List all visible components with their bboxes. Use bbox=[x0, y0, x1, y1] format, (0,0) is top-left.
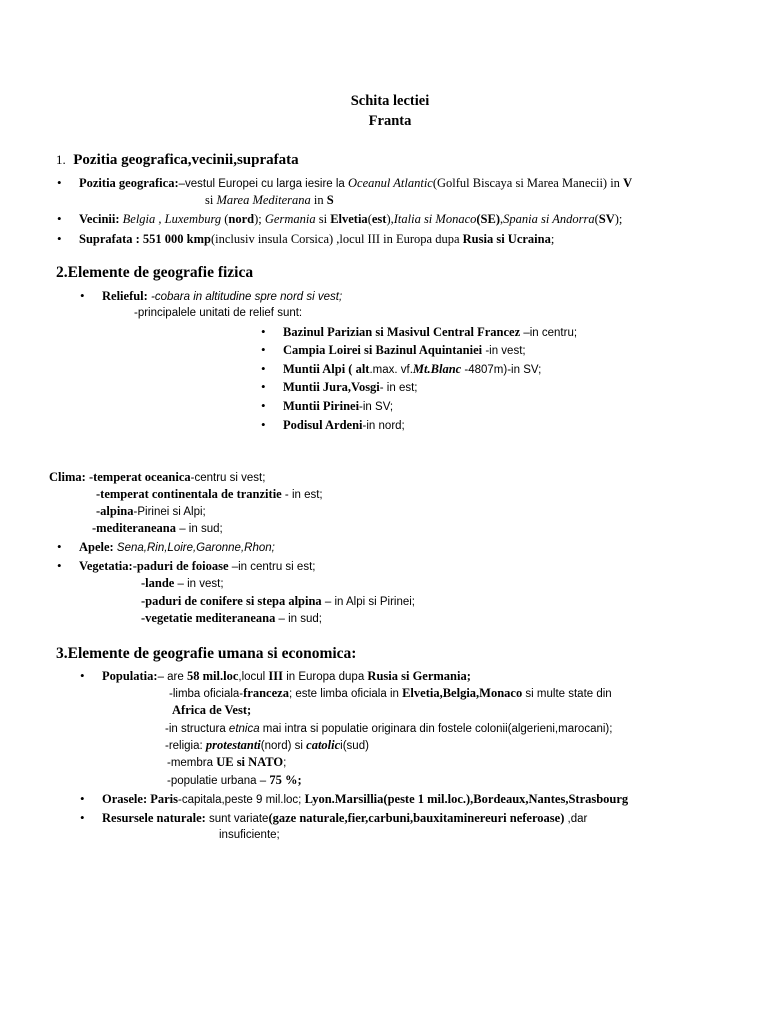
bullet-icon: • bbox=[261, 417, 266, 432]
populatia-line-6: -membra UE si NATO; bbox=[167, 755, 287, 769]
bullet-icon: • bbox=[80, 810, 85, 825]
bullet-icon: • bbox=[57, 211, 62, 226]
apele-line: Apele: Sena,Rin,Loire,Garonne,Rhon; bbox=[79, 540, 275, 554]
populatia-line-5: -religia: protestanti(nord) si catolici(sud) bbox=[165, 738, 369, 752]
populatia-line: Populatia:– are 58 mil.loc,locul III in Europa dupa Rusia si Germania; bbox=[102, 669, 471, 683]
vegetatia-line-4: -vegetatie mediteraneana – in sud; bbox=[141, 611, 322, 625]
clima-line-2: -temperat continentala de tranzitie - in est; bbox=[96, 487, 323, 501]
resurse-line-2: insuficiente; bbox=[219, 829, 280, 841]
populatia-line-3: Africa de Vest; bbox=[172, 703, 252, 717]
pozitia-line: Pozitia geografica:–vestul Europei cu larga iesire la Oceanul Atlantic(Golful Biscaya si Marea Manecii) in V bbox=[79, 176, 633, 190]
bullet-icon: • bbox=[80, 288, 85, 303]
bullet-icon: • bbox=[261, 398, 266, 413]
unitati-intro: -principalele unitati de relief sunt: bbox=[134, 307, 303, 319]
bullet-icon: • bbox=[80, 791, 85, 806]
orasele-line: Orasele: Paris-capitala,peste 9 mil.loc; Lyon.Marsillia(peste 1 mil.loc.),Bordeaux,Nantes,Strasbourg bbox=[102, 792, 629, 806]
bullet-icon: • bbox=[57, 558, 62, 573]
document-title: Schita lectiei bbox=[350, 93, 430, 109]
unitate-item: Muntii Jura,Vosgi- in est; bbox=[283, 380, 418, 394]
bullet-icon: • bbox=[261, 342, 266, 357]
section-3-heading: 3.Elemente de geografie umana si economica: bbox=[56, 645, 357, 662]
populatia-line-4: -in structura etnica mai intra si populatie originara din fostele colonii(algerieni,marocani); bbox=[165, 723, 613, 735]
bullet-icon: • bbox=[80, 668, 85, 683]
resurse-line: Resursele naturale: sunt variate(gaze naturale,fier,carbuni,bauxitaminereuri neferoase) ,dar bbox=[102, 811, 588, 825]
populatia-line-2: -limba oficiala-franceza; este limba oficiala in Elvetia,Belgia,Monaco si multe state din bbox=[169, 686, 612, 700]
clima-line: Clima: -temperat oceanica-centru si vest; bbox=[49, 470, 266, 484]
document-subtitle: Franta bbox=[368, 113, 412, 129]
bullet-icon: • bbox=[261, 379, 266, 394]
bullet-icon: • bbox=[261, 361, 266, 376]
vegetatia-line-2: -lande – in vest; bbox=[141, 576, 224, 590]
vegetatia-line-3: -paduri de conifere si stepa alpina – in Alpi si Pirinei; bbox=[141, 594, 416, 608]
unitate-item: Bazinul Parizian si Masivul Central Francez –in centru; bbox=[283, 325, 578, 339]
clima-line-4: -mediteraneana – in sud; bbox=[92, 521, 223, 535]
unitate-item: Campia Loirei si Bazinul Aquintaniei -in vest; bbox=[283, 343, 526, 357]
populatia-line-7: -populatie urbana – 75 %; bbox=[167, 773, 302, 787]
bullet-icon: • bbox=[261, 324, 266, 339]
vegetatia-line: Vegetatia:-paduri de foioase –in centru si est; bbox=[79, 559, 316, 573]
section-2-heading: 2.Elemente de geografie fizica bbox=[56, 264, 254, 281]
clima-line-3: -alpina-Pirinei si Alpi; bbox=[96, 504, 206, 518]
bullet-icon: • bbox=[57, 539, 62, 554]
suprafata-line: Suprafata : 551 000 kmp(inclusiv insula Corsica) ,locul III in Europa dupa Rusia si Ucraina; bbox=[79, 232, 555, 246]
bullet-icon: • bbox=[57, 175, 62, 190]
unitate-item: Muntii Alpi ( alt.max. vf.Mt.Blanc -4807m)-in SV; bbox=[283, 362, 542, 376]
relieful-line: Relieful: -cobara in altitudine spre nord si vest; bbox=[102, 289, 343, 303]
section-1-heading: 1. Pozitia geografica,vecinii,suprafata bbox=[56, 152, 299, 168]
unitate-item: Podisul Ardeni-in nord; bbox=[283, 418, 405, 432]
vecinii-line: Vecinii: Belgia , Luxemburg (nord); Germania si Elvetia(est),Italia si Monaco(SE),Spania si Andorra(SV); bbox=[79, 212, 623, 226]
unitate-item: Muntii Pirinei-in SV; bbox=[283, 399, 394, 413]
pozitia-line-2: si Marea Mediterana in S bbox=[205, 193, 334, 207]
bullet-icon: • bbox=[57, 231, 62, 246]
